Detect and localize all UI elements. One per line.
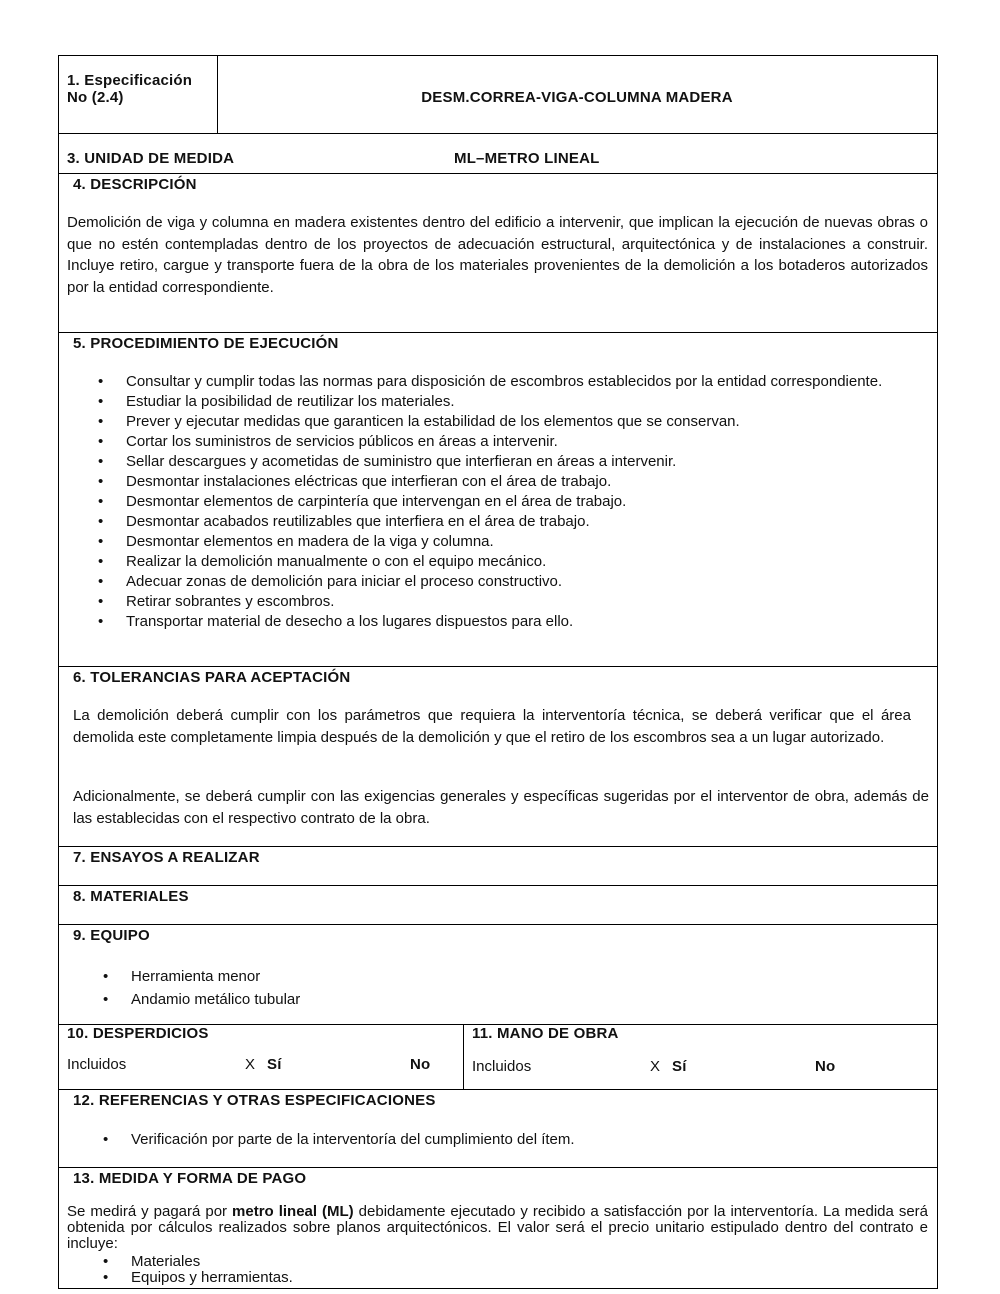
labor-yes: Sí [672, 1058, 687, 1075]
spec-header-row [59, 56, 937, 134]
list-item: • Equipos y herramientas. [131, 1270, 911, 1286]
waste-included-label: Incluidos [67, 1056, 127, 1073]
list-item: • Desmontar acabados reutilizables que interfiera en el área de trabajo. [126, 512, 929, 532]
materials-section [59, 886, 937, 925]
list-item: • Herramienta menor [131, 965, 911, 988]
list-item: • Desmontar elementos en madera de la viga y columna. [126, 532, 929, 552]
payment-unit-bold: metro lineal (ML) [232, 1203, 354, 1220]
list-item: • Materiales [131, 1254, 911, 1270]
procedure-list [126, 372, 929, 632]
references-heading: 12. REFERENCIAS Y OTRAS ESPECIFICACIONES [73, 1092, 436, 1109]
list-item: • Verificación por parte de la interventoría del cumplimiento del ítem. [131, 1130, 911, 1150]
payment-text-start: Se medirá y pagará por [67, 1203, 233, 1220]
list-item: • Retirar sobrantes y escombros. [126, 592, 929, 612]
spec-number-label: 1. Especificación No (2.4) [67, 72, 193, 106]
tolerances-heading: 6. TOLERANCIAS PARA ACEPTACIÓN [73, 669, 351, 686]
payment-heading: 13. MEDIDA Y FORMA DE PAGO [73, 1170, 307, 1187]
spec-title: DESM.CORREA-VIGA-COLUMNA MADERA [421, 89, 733, 106]
tests-section [59, 847, 937, 886]
labor-heading: 11. MANO DE OBRA [472, 1025, 619, 1042]
list-item: • Andamio metálico tubular [131, 988, 911, 1011]
list-item: • Desmontar elementos de carpintería que intervengan en el área de trabajo. [126, 492, 929, 512]
list-item: • Cortar los suministros de servicios públicos en áreas a intervenir. [126, 432, 929, 452]
equipment-list [131, 965, 911, 1011]
waste-heading: 10. DESPERDICIOS [67, 1025, 209, 1042]
procedure-heading: 5. PROCEDIMIENTO DE EJECUCIÓN [73, 335, 339, 352]
unit-row [59, 134, 937, 174]
references-section [59, 1090, 937, 1168]
labor-no: No [815, 1058, 836, 1075]
tests-heading: 7. ENSAYOS A REALIZAR [73, 849, 260, 866]
equipment-heading: 9. EQUIPO [73, 927, 150, 944]
waste-labor-row [59, 1025, 937, 1090]
list-item: • Desmontar instalaciones eléctricas que interfieran con el área de trabajo. [126, 472, 929, 492]
list-item: • Transportar material de desecho a los lugares dispuestos para ello. [126, 612, 929, 632]
references-list [131, 1130, 911, 1150]
waste-yes: Sí [267, 1056, 282, 1073]
tolerances-paragraph-2: Adicionalmente, se deberá cumplir con las exigencias generales y específicas sugeridas por el interventor de obra, además de las establecidas con el respectivo contrato de la obra. [73, 788, 929, 827]
unit-value: ML–METRO LINEAL [454, 150, 600, 167]
labor-mark: X [650, 1058, 661, 1075]
specification-sheet [58, 55, 938, 1289]
description-heading: 4. DESCRIPCIÓN [73, 176, 197, 193]
procedure-section [59, 333, 937, 667]
payment-section [59, 1168, 937, 1288]
payment-list [131, 1254, 911, 1286]
description-section [59, 174, 937, 333]
list-item: • Consultar y cumplir todas las normas para disposición de escombros establecidos por la entidad correspondiente. [126, 372, 929, 392]
tolerances-paragraph-1: La demolición deberá cumplir con los parámetros que requiera la interventoría técnica, se deberá verificar que el área demolida este completamente limpia después de la demolición y que el retiro de los escombros sea a un lugar autorizado. [73, 707, 911, 746]
list-item: • Adecuar zonas de demolición para iniciar el proceso constructivo. [126, 572, 929, 592]
description-text: Demolición de viga y columna en madera existentes dentro del edificio a intervenir, que implican la ejecución de nuevas obras o que no estén contempladas dentro de los proyectos de adecuación estructural, arquitectónica y de instalaciones a construir. Incluye retiro, cargue y transporte fuera de la obra de los materiales provenientes de la demolición a los botaderos autorizados por la entidad correspondiente. [67, 214, 928, 296]
payment-text-end: debidamente ejecutado y recibido a satisfacción por la interventoría. La medida será obtenida por cálculos realizados sobre planos arquitectónicos. El valor será el precio unitario estipulado dentro del contrato e incluye: [67, 1203, 929, 1252]
equipment-section [59, 925, 937, 1025]
unit-label: 3. UNIDAD DE MEDIDA [67, 150, 235, 167]
waste-mark: X [245, 1056, 256, 1073]
payment-text [67, 1204, 928, 1252]
labor-included-label: Incluidos [472, 1058, 532, 1075]
materials-heading: 8. MATERIALES [73, 888, 189, 905]
list-item: • Realizar la demolición manualmente o con el equipo mecánico. [126, 552, 929, 572]
list-item: • Sellar descargues y acometidas de suministro que interfieran en áreas a intervenir. [126, 452, 929, 472]
list-item: • Prever y ejecutar medidas que garanticen la estabilidad de los elementos que se conservan. [126, 412, 929, 432]
list-item: • Estudiar la posibilidad de reutilizar los materiales. [126, 392, 929, 412]
tolerances-section [59, 667, 937, 847]
waste-no: No [410, 1056, 431, 1073]
